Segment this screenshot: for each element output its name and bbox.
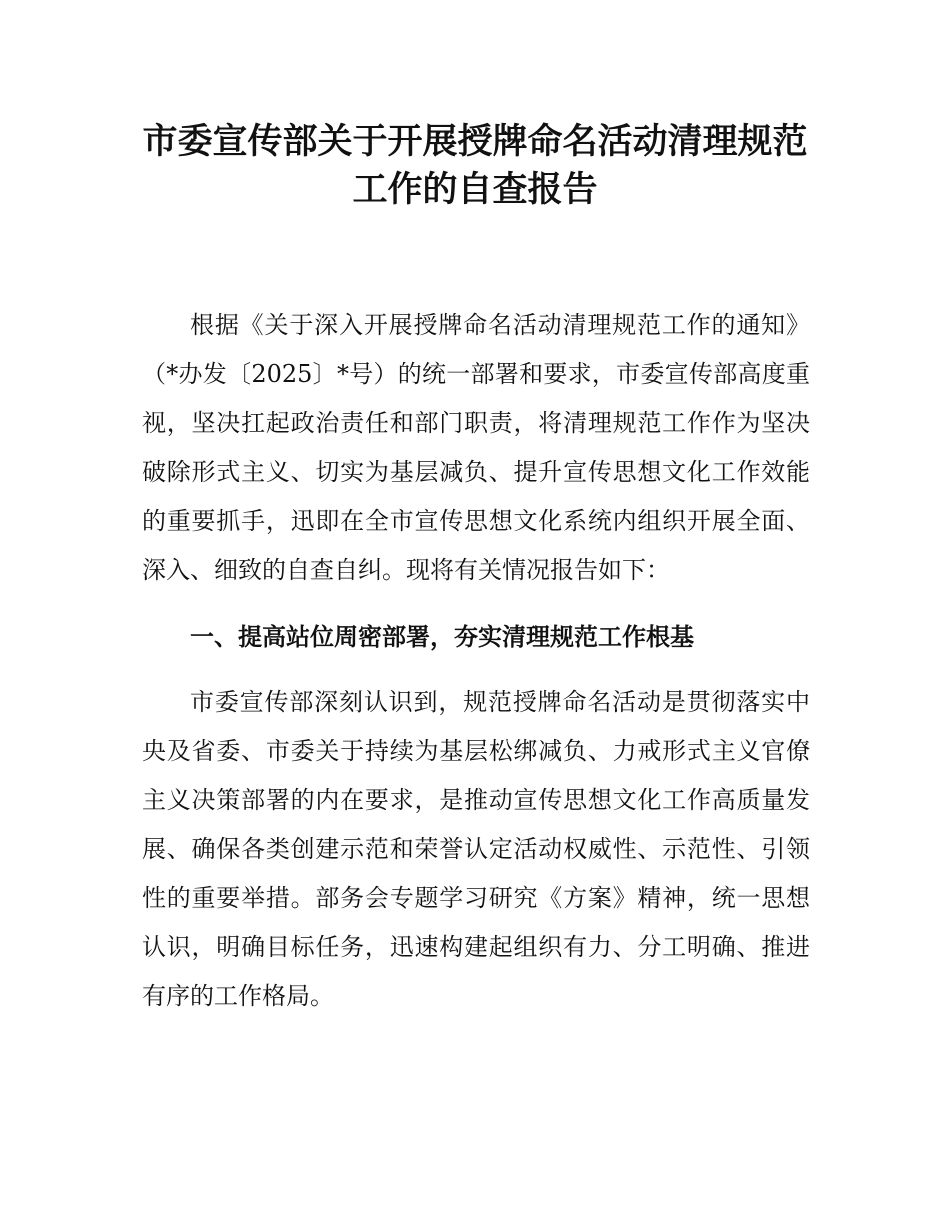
intro-line-2: （*办发〔2025〕*号）的统一部署和要求，市委宣传部高度重 <box>142 360 810 388</box>
section-1-heading: 一、提高站位周密部署，夯实清理规范工作根基 <box>190 623 694 651</box>
intro-line-6: 深入、细致的自查自纠。现将有关情况报告如下： <box>142 556 670 584</box>
intro-line-3: 视，坚决扛起政治责任和部门职责，将清理规范工作作为坚决 <box>142 409 810 437</box>
section-1-line-2: 央及省委、市委关于持续为基层松绑减负、力戒形式主义官僚 <box>142 737 810 765</box>
section-1-line-7: 有序的工作格局。 <box>142 982 334 1010</box>
intro-line-1: 根据《关于深入开展授牌命名活动清理规范工作的通知》 <box>190 311 810 339</box>
document-title-line-1: 市委宣传部关于开展授牌命名活动清理规范 <box>142 122 808 162</box>
intro-line-5: 的重要抓手，迅即在全市宣传思想文化系统内组织开展全面、 <box>142 507 810 535</box>
section-1-line-3: 主义决策部署的内在要求，是推动宣传思想文化工作高质量发 <box>142 786 810 814</box>
intro-line-4: 破除形式主义、切实为基层减负、提升宣传思想文化工作效能 <box>142 458 810 486</box>
section-1-line-1: 市委宣传部深刻认识到，规范授牌命名活动是贯彻落实中 <box>190 688 810 716</box>
document-title-line-2: 工作的自查报告 <box>352 170 598 210</box>
section-1-line-5: 性的重要举措。部务会专题学习研究《方案》精神，统一思想 <box>142 884 810 912</box>
section-1-line-6: 认识，明确目标任务，迅速构建起组织有力、分工明确、推进 <box>142 933 810 961</box>
section-1-line-4: 展、确保各类创建示范和荣誉认定活动权威性、示范性、引领 <box>142 835 810 863</box>
